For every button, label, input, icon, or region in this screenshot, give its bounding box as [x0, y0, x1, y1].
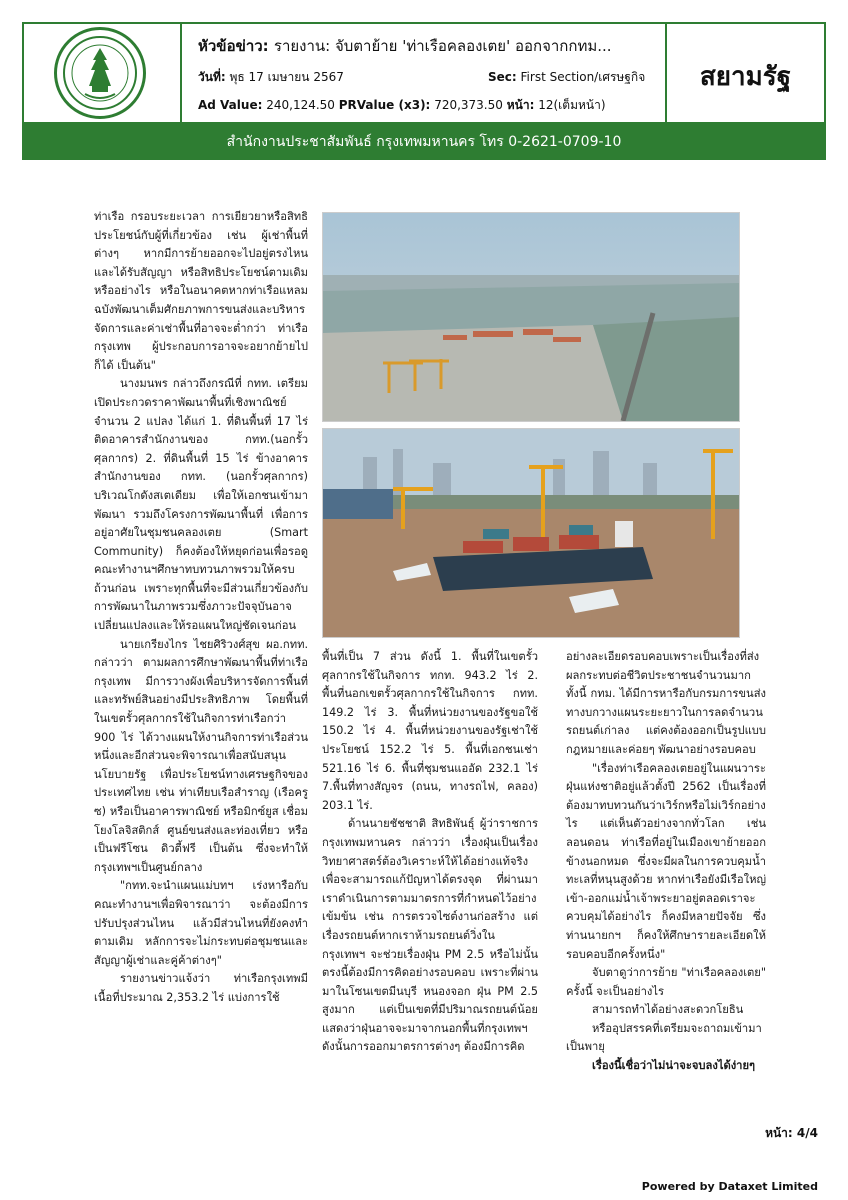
col3-paragraph: สามารถทำได้อย่างสะดวกโยธิน	[592, 1003, 744, 1017]
col2-paragraph: ด้านนายชัชชาติ สิทธิพันธุ์ ผู้ว่าราชการกรุงเทพมหานคร กล่าวว่า เรื่องฝุ่นเป็นเรื่องวิทยาศาสตร์ต้องวิเคราะห์ให้ได้อย่างแท้จริงเพื่อจะสามารถแก้ปัญหาได้ตรงจุด ที่ผ่านมาเราดำเนินการตามมาตรการที่กำหนดไว้อย่างเข้มข้น เช่น การตรวจไซต์งานก่อสร้าง แต่เรื่องรถยนต์หากเราห้ามรถยนต์วิ่งในกรุงเทพฯ จะช่วยเรื่องฝุ่น PM 2.5 หรือไม่นั้น ตรงนี้ต้องมีการคิดอย่างรอบคอบ เพราะที่ผ่านมาในโซนเขตมีนบุรี หนองจอก ฝุ่น PM 2.5 สูงมาก แต่เป็นเขตที่มีปริมาณรถยนต์น้อย แสดงว่าฝุ่นอาจจะมาจากนอกพื้นที่กรุงเทพฯ ดังนั้นการออกมาตรการต่างๆ ต้องมีการคิด	[322, 817, 538, 1054]
col1-paragraph: ท่าเรือ กรอบระยะเวลา การเยียวยาหรือสิทธิประโยชน์กับผู้ที่เกี่ยวข้อง เช่น ผู้เช่าพื้นที่ต่างๆ หากมีการย้ายออกจะไปอยู่ตรงไหน และได้รับสัญญา หรือสิทธิประโยชน์ตามเดิมหรืออย่างไร หรือในอนาคตหากท่าเรือแหลมฉบังพัฒนาเต็มศักยภาพการขนส่งและบริหารจัดการและค่าเช่าพื้นที่อาจจะต่ำกว่า ท่าเรือกรุงเทพ ผู้ประกอบการอาจจะอยากย้ายไปก็ได้ เป็นต้น"	[94, 210, 308, 372]
article-column-3	[566, 648, 766, 1076]
page-number-label: หน้า:	[765, 1126, 793, 1140]
pr-label: PRValue (x3):	[338, 98, 431, 112]
bma-seal-logo	[54, 27, 146, 119]
col1-paragraph: นางมนพร กล่าวถึงกรณีที่ กทท. เตรียมเปิดประกวดราคาพัฒนาพื้นที่เชิงพาณิชย์จำนวน 2 แปลง ได้แก่ 1. ที่ดินพื้นที่ 17 ไร่ ติดอาคารสำนักงานของ กทท.(นอกรั้วศุลกากร) 2. ที่ดินพื้นที่ 15 ไร่ ข้างอาคารสำนักงานของ กทท. (นอกรั้วศุลกากร) บริเวณโกดังสเตเดียม เพื่อให้เอกชนเข้ามาพัฒนา รวมถึงโครงการพัฒนาพื้นที่ เพื่อการอยู่อาศัยในชุมชนคลองเตย (Smart Community) ก็คงต้องให้หยุดก่อนเพื่อรอดูคณะทำงานฯศึกษาทบทวนภาพรวมให้ครบถ้วนก่อน เพราะทุกพื้นที่จะมีส่วนเกี่ยวข้องกับการพัฒนาในภาพรวมซึ่งภาวะปัจจุบันอาจเปลี่ยนแปลงและให้รอแผนใหญ่ชัดเจนก่อน	[94, 377, 308, 633]
article-column-2	[322, 648, 538, 1057]
ad-label: Ad Value:	[198, 98, 263, 112]
date-label: วันที่:	[198, 70, 226, 84]
col1-paragraph: "กทท.จะนำแผนแม่บทฯ เร่งหารือกับคณะทำงานฯเพื่อพิจารณาว่า จะต้องมีการปรับปรุงส่วนไหน แล้วมีส่วนไหนที่ยังคงทำตามเดิม หลักการจะไม่กระทบต่อชุมชนและสัญญาผู้เช่าและคู่ค้าต่างๆ"	[94, 879, 308, 967]
container-ship-photo	[322, 428, 740, 638]
col3-paragraph: หรืออุปสรรคที่เตรียมจะถาถมเข้ามาเป็นพายุ	[566, 1021, 762, 1054]
page-number	[765, 1124, 818, 1143]
date-value: พุธ 17 เมษายน 2567	[229, 70, 344, 84]
col1-paragraph: รายงานข่าวแจ้งว่า ท่าเรือกรุงเทพมีเนื้อที่ประมาณ 2,353.2 ไร่ แบ่งการใช้	[94, 972, 308, 1004]
ad-value: 240,124.50	[266, 98, 335, 112]
page-label: หน้า:	[506, 98, 535, 112]
col2-paragraph: พื้นที่เป็น 7 ส่วน ดังนี้ 1. พื้นที่ในเขตรั้วศุลกากรใช้ในกิจการ ทกท. 943.2 ไร่ 2. พื้นที่นอกเขตรั้วศุลกากรใช้ในกิจการ กทท. 149.2 ไร่ 3. พื้นที่หน่วยงานของรัฐขอใช้ 150.2 ไร่ 4. พื้นที่หน่วยงานของรัฐเช่าใช้ประโยชน์ 152.2 ไร่ 5. พื้นที่เอกชนเช่า 521.16 ไร่ 6. พื้นที่ชุมชนแออัด 232.1 ไร่ 7.พื้นที่ทางสัญจร (ถนน, ทางรถไฟ, คลอง) 203.1 ไร่.	[322, 650, 538, 812]
col3-closing-line: เรื่องนี้เชื่อว่าไม่น่าจะจบลงได้ง่ายๆ	[592, 1059, 756, 1073]
col3-paragraph: จับตาดูว่าการย้าย "ท่าเรือคลองเตย" ครั้งนี้ จะเป็นอย่างไร	[566, 966, 766, 998]
page-number-value: 4/4	[796, 1126, 818, 1140]
port-aerial-photo	[322, 212, 740, 422]
value-line	[198, 96, 606, 115]
page-value: 12(เต็มหน้า)	[538, 98, 606, 112]
newspaper-brand: สยามรัฐ	[699, 62, 792, 92]
section-line	[488, 68, 645, 87]
col1-paragraph: นายเกรียงไกร ไชยศิริวงศ์สุข ผอ.กทท. กล่าวว่า ตามผลการศึกษาพัฒนาพื้นที่ท่าเรือกรุงเทพ มีการวางผังเพื่อบริหารจัดการพื้นที่และทรัพย์สินอย่างมีประสิทธิภาพ โดยพื้นที่ในเขตรั้วศุลกากรใช้ในกิจการท่าเรือกว่า 900 ไร่ ได้วางแผนให้งานกิจการท่าเรือส่วนหนึ่งและอีกส่วนจะพิจารณาเพื่อสนับสนุนนโยบายรัฐ เพื่อประโยชน์ทางเศรษฐกิจของประเทศไทย เช่น ท่าเทียบเรือสำราญ (เรือครูซ) หรือเป็นอาคารพาณิชย์ หรือมิกซ์ยูส เชื่อมโยงโลจิสติกส์ ศูนย์ขนส่งและท่องเที่ยว หรือเป็นฟรีโซน ดิวตี้ฟรี เป็นต้น ซึ่งจะทำให้กรุงเทพฯเป็นศูนย์กลาง	[94, 637, 308, 874]
sec-label: Sec:	[488, 70, 517, 84]
headline	[198, 34, 612, 58]
date-line	[198, 68, 344, 87]
col3-paragraph: "เรื่องท่าเรือคลองเตยอยู่ในแผนวาระฝุ่นแห่งชาติอยู่แล้วตั้งปี 2562 เป็นเรื่องที่ต้องมาทบทวนกันว่าเวิร์กหรือไม่เวิร์กอย่างไร แต่เห็นตัวอย่างจากทั่วโลก เช่น ลอนดอน ท่าเรือที่อยู่ในเมืองเขาย้ายออกข้างนอกหมด ซึ่งจะมีผลในการควบคุมน้ำทะเลที่หนุนสูงด้วย หากท่าเรือยังมีเรือใหญ่เข้า-ออกแม่น้ำเจ้าพระยาอยู่ตลอดเราจะควบคุมได้อย่างไร ก็คงมีหลายปัจจัย ซึ่งท่านนายกฯ ก็คงให้ศึกษารายละเอียดให้รอบคอบอีกครั้งหนึ่ง"	[566, 761, 766, 961]
article-column-1	[94, 208, 308, 1008]
headline-label: หัวข้อข่าว:	[198, 37, 269, 55]
office-bar: สำนักงานประชาสัมพันธ์ กรุงเทพมหานคร โทร 0-2621-0709-10	[22, 124, 826, 160]
pr-value: 720,373.50	[434, 98, 503, 112]
col3-paragraph: อย่างละเอียดรอบคอบเพราะเป็นเรื่องที่ส่งผลกระทบต่อชีวิตประชาชนจำนวนมาก ทั้งนี้ กทม. ได้มีการหารือกับกรมการขนส่งทางบกวางแผนระยะยาวในการลดจำนวนรถยนต์เก่าลง แต่คงต้องออกเป็นรูปแบบกฎหมายและค่อยๆ พัฒนาอย่างรอบคอบ	[566, 650, 766, 756]
sec-value: First Section/เศรษฐกิจ	[520, 70, 646, 84]
powered-by: Powered by Dataxet Limited	[641, 1180, 818, 1193]
headline-text: รายงาน: จับตาย้าย 'ท่าเรือคลองเตย' ออกจากกทม...	[273, 37, 612, 55]
